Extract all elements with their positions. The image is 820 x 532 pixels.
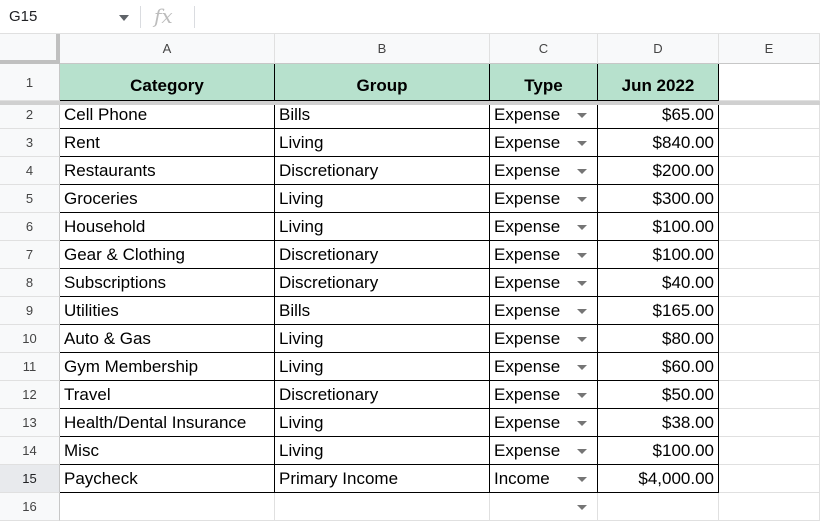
column-header-a[interactable]: A: [60, 34, 275, 64]
cell-type[interactable]: [490, 409, 598, 437]
cell-amount[interactable]: [598, 213, 719, 241]
cell-amount-text: $80.00: [662, 328, 714, 348]
cell-type[interactable]: [490, 185, 598, 213]
cell-type-text: Income: [494, 468, 550, 488]
cell-group[interactable]: [275, 269, 490, 297]
cell-type-text: Expense: [494, 272, 561, 292]
cell-category[interactable]: [60, 157, 275, 185]
header-month[interactable]: [598, 64, 719, 101]
cell-e[interactable]: [719, 269, 820, 297]
row-header-15[interactable]: 15: [0, 465, 60, 493]
cell-category[interactable]: [60, 437, 275, 465]
dropdown-arrow-icon[interactable]: [577, 309, 587, 314]
cell-category[interactable]: [60, 297, 275, 325]
cell-type[interactable]: [490, 213, 598, 241]
cell-category[interactable]: [60, 213, 275, 241]
cell-type-empty[interactable]: [490, 493, 598, 521]
row-header-8[interactable]: 8: [0, 269, 60, 297]
cell-amount-text: $4,000.00: [638, 468, 714, 488]
cell-amount-text: $300.00: [652, 188, 714, 208]
cell-empty[interactable]: [598, 493, 719, 521]
cell-group-text: Discretionary: [279, 160, 379, 180]
cell-amount-text: $40.00: [662, 272, 714, 292]
cell-amount[interactable]: [598, 297, 719, 325]
dropdown-arrow-icon[interactable]: [577, 477, 587, 482]
cell-e[interactable]: [719, 241, 820, 269]
cell-amount[interactable]: [598, 437, 719, 465]
cell-type[interactable]: [490, 297, 598, 325]
cell-group-text: Living: [279, 412, 324, 432]
cell-type-text: Expense: [494, 328, 561, 348]
cell-type-text: Expense: [494, 188, 561, 208]
cell-group-text: Discretionary: [279, 244, 379, 264]
row-header-1[interactable]: 1: [0, 64, 60, 101]
cell-group[interactable]: [275, 409, 490, 437]
dropdown-arrow-icon[interactable]: [577, 337, 587, 342]
cell-empty[interactable]: [275, 493, 490, 521]
cell-category[interactable]: [60, 241, 275, 269]
column-header-d[interactable]: D: [598, 34, 719, 64]
cell-category[interactable]: [60, 129, 275, 157]
cell-category[interactable]: [60, 353, 275, 381]
cell-type-text: Expense: [494, 104, 561, 124]
cell-e[interactable]: [719, 493, 820, 521]
cell-type[interactable]: [490, 129, 598, 157]
header-type[interactable]: [490, 64, 598, 101]
row-header-5[interactable]: 5: [0, 185, 60, 213]
cell-type[interactable]: [490, 465, 598, 493]
cell-amount[interactable]: [598, 241, 719, 269]
cell-category-text: Gear & Clothing: [64, 244, 185, 264]
dropdown-arrow-icon[interactable]: [577, 141, 587, 146]
header-category-text: Category: [130, 76, 204, 95]
header-type-text: Type: [524, 76, 563, 95]
cell-type[interactable]: [490, 325, 598, 353]
cell-category[interactable]: [60, 185, 275, 213]
row-header-6[interactable]: 6: [0, 213, 60, 241]
cell-e[interactable]: [719, 381, 820, 409]
row-header-13[interactable]: 13: [0, 409, 60, 437]
cell-category-text: Misc: [64, 440, 99, 460]
cell-group[interactable]: [275, 465, 490, 493]
cell-e[interactable]: [719, 325, 820, 353]
dropdown-arrow-icon[interactable]: [577, 113, 587, 118]
cell-e[interactable]: [719, 185, 820, 213]
chevron-down-icon[interactable]: [119, 15, 129, 21]
cell-type[interactable]: [490, 101, 598, 129]
cell-group-text: Living: [279, 188, 324, 208]
cell-group[interactable]: [275, 381, 490, 409]
cell-type[interactable]: [490, 269, 598, 297]
cell-group-text: Bills: [279, 104, 311, 124]
cell-amount[interactable]: [598, 409, 719, 437]
cell-type-text: Expense: [494, 132, 561, 152]
cell-type-text: Expense: [494, 160, 561, 180]
name-box-value: G15: [9, 8, 38, 25]
cell-group[interactable]: [275, 185, 490, 213]
header-category[interactable]: [60, 64, 275, 101]
frozen-row-divider[interactable]: [0, 101, 820, 105]
cell-group[interactable]: [275, 325, 490, 353]
cell-amount-text: $100.00: [652, 440, 714, 460]
cell-category-text: Gym Membership: [64, 356, 199, 376]
cell-empty[interactable]: [60, 493, 275, 521]
cell-type-text: Expense: [494, 440, 561, 460]
dropdown-arrow-icon[interactable]: [577, 197, 587, 202]
cell-group-text: Bills: [279, 300, 311, 320]
cell-category-text: Health/Dental Insurance: [64, 412, 247, 432]
row-header-16[interactable]: 16: [0, 493, 60, 521]
column-header-c[interactable]: C: [490, 34, 598, 64]
cell-e[interactable]: [719, 353, 820, 381]
cell-category-text: Travel: [64, 384, 111, 404]
cell-group-text: Living: [279, 440, 324, 460]
dropdown-arrow-icon[interactable]: [577, 505, 587, 510]
cell-type-text: Expense: [494, 300, 561, 320]
cell-group[interactable]: [275, 297, 490, 325]
cell-type[interactable]: [490, 353, 598, 381]
cell-group[interactable]: [275, 241, 490, 269]
function-icon: fx: [154, 4, 173, 28]
column-header-e[interactable]: E: [719, 34, 820, 64]
dropdown-arrow-icon[interactable]: [577, 169, 587, 174]
row-header-14[interactable]: 14: [0, 437, 60, 465]
divider: [194, 6, 195, 28]
cell-amount-text: $60.00: [662, 356, 714, 376]
cell-e[interactable]: [719, 129, 820, 157]
row-header-12[interactable]: 12: [0, 381, 60, 409]
cell-amount[interactable]: [598, 101, 719, 129]
row-header-11[interactable]: 11: [0, 353, 60, 381]
sheet-grid[interactable]: [0, 34, 820, 532]
dropdown-arrow-icon[interactable]: [577, 281, 587, 286]
header-group-text: Group: [356, 76, 408, 95]
dropdown-arrow-icon[interactable]: [577, 253, 587, 258]
divider: [140, 6, 141, 28]
cell-category[interactable]: [60, 465, 275, 493]
cell-e[interactable]: [719, 297, 820, 325]
formula-bar: [0, 0, 820, 34]
cell-e1[interactable]: [719, 64, 820, 101]
cell-amount-text: $50.00: [662, 384, 714, 404]
cell-type[interactable]: [490, 157, 598, 185]
cell-e[interactable]: [719, 465, 820, 493]
cell-amount-text: $38.00: [662, 412, 714, 432]
cell-type-text: Expense: [494, 412, 561, 432]
column-header-b[interactable]: B: [275, 34, 490, 64]
cell-amount[interactable]: [598, 157, 719, 185]
cell-type-text: Expense: [494, 384, 561, 404]
cell-category[interactable]: [60, 381, 275, 409]
cell-category-text: Paycheck: [64, 468, 138, 488]
cell-amount-text: $100.00: [652, 244, 714, 264]
cell-amount-text: $165.00: [652, 300, 714, 320]
cell-amount[interactable]: [598, 381, 719, 409]
cell-category-text: Cell Phone: [64, 104, 148, 124]
cell-category-text: Restaurants: [64, 160, 156, 180]
row-header-4[interactable]: 4: [0, 157, 60, 185]
cell-group-text: Living: [279, 328, 324, 348]
cell-category[interactable]: [60, 325, 275, 353]
cell-group[interactable]: [275, 437, 490, 465]
cell-category-text: Rent: [64, 132, 100, 152]
cell-e[interactable]: [719, 213, 820, 241]
cell-e[interactable]: [719, 101, 820, 129]
cell-category-text: Auto & Gas: [64, 328, 151, 348]
dropdown-arrow-icon[interactable]: [577, 225, 587, 230]
cell-group-text: Discretionary: [279, 272, 379, 292]
row-header-9[interactable]: 9: [0, 297, 60, 325]
cell-amount-text: $100.00: [652, 216, 714, 236]
cell-group[interactable]: [275, 353, 490, 381]
dropdown-arrow-icon[interactable]: [577, 365, 587, 370]
cell-e[interactable]: [719, 437, 820, 465]
cell-amount[interactable]: [598, 353, 719, 381]
cell-category-text: Household: [64, 216, 146, 236]
cell-category[interactable]: [60, 269, 275, 297]
cell-amount[interactable]: [598, 129, 719, 157]
row-header-2[interactable]: 2: [0, 101, 60, 129]
cell-group-text: Discretionary: [279, 384, 379, 404]
cell-group-text: Living: [279, 216, 324, 236]
cell-type[interactable]: [490, 381, 598, 409]
cell-amount[interactable]: [598, 325, 719, 353]
cell-amount[interactable]: [598, 465, 719, 493]
cell-group-text: Primary Income: [279, 468, 399, 488]
header-month-text: Jun 2022: [621, 76, 695, 95]
cell-type-text: Expense: [494, 244, 561, 264]
cell-category[interactable]: [60, 101, 275, 129]
row-header-3[interactable]: 3: [0, 129, 60, 157]
cell-amount-text: $200.00: [652, 160, 714, 180]
row-header-7[interactable]: 7: [0, 241, 60, 269]
cell-category-text: Groceries: [64, 188, 138, 208]
select-all-corner[interactable]: [0, 34, 60, 64]
dropdown-arrow-icon[interactable]: [577, 449, 587, 454]
cell-group[interactable]: [275, 129, 490, 157]
cell-group-text: Living: [279, 356, 324, 376]
dropdown-arrow-icon[interactable]: [577, 421, 587, 426]
cell-type-text: Expense: [494, 356, 561, 376]
cell-amount-text: $840.00: [652, 132, 714, 152]
cell-type-text: Expense: [494, 216, 561, 236]
cell-group[interactable]: [275, 213, 490, 241]
cell-category-text: Subscriptions: [64, 272, 167, 292]
row-header-10[interactable]: 10: [0, 325, 60, 353]
cell-type[interactable]: [490, 437, 598, 465]
cell-category[interactable]: [60, 409, 275, 437]
cell-category-text: Utilities: [64, 300, 119, 320]
cell-group[interactable]: [275, 101, 490, 129]
cell-amount[interactable]: [598, 185, 719, 213]
cell-group-text: Living: [279, 132, 324, 152]
dropdown-arrow-icon[interactable]: [577, 393, 587, 398]
cell-group[interactable]: [275, 157, 490, 185]
cell-amount[interactable]: [598, 269, 719, 297]
cell-e[interactable]: [719, 157, 820, 185]
name-box[interactable]: [0, 0, 136, 34]
header-group[interactable]: [275, 64, 490, 101]
cell-amount-text: $65.00: [662, 104, 714, 124]
cell-e[interactable]: [719, 409, 820, 437]
cell-type[interactable]: [490, 241, 598, 269]
